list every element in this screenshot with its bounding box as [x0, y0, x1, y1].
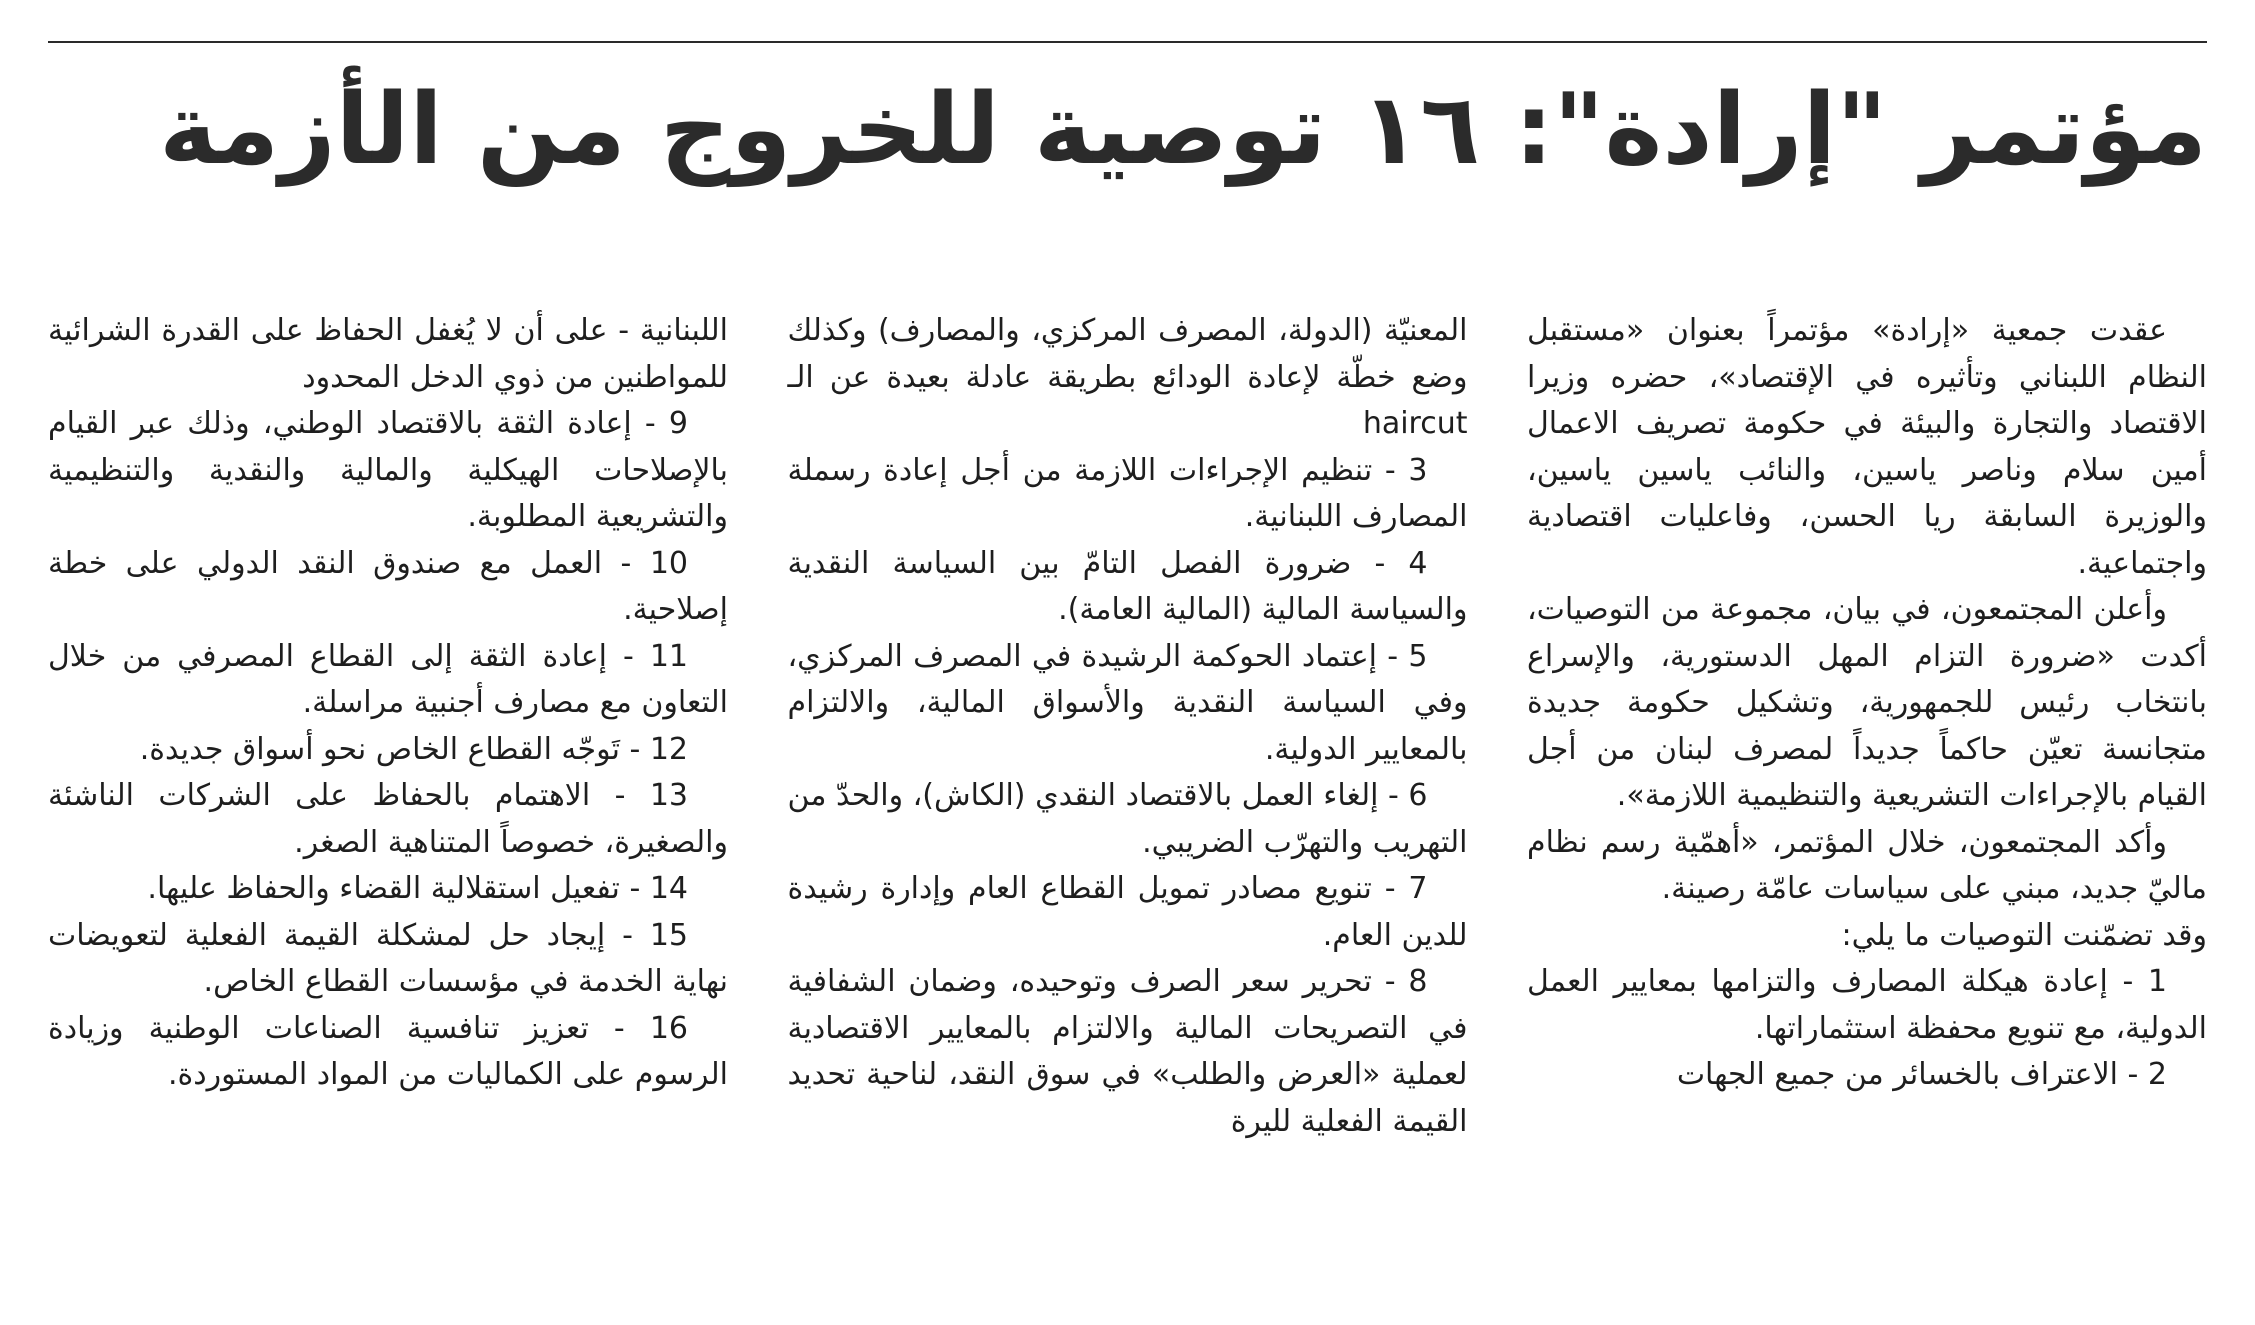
recommendation-item: 7 - تنويع مصادر تمويل القطاع العام وإدارة رشيدة للدين العام. [787, 871, 1468, 953]
recommendation-item: 11 - إعادة الثقة إلى القطاع المصرفي من خلال التعاون مع مصارف أجنبية مراسلة. [48, 638, 728, 720]
recommendation-item: 5 - إعتماد الحوكمة الرشيدة في المصرف المركزي، وفي السياسة النقدية والأسواق المالية، والالتزام بالمعايير الدولية. [787, 638, 1468, 767]
top-rule [48, 41, 2207, 43]
recommendation-item: 14 - تفعيل استقلالية القضاء والحفاظ عليها. [147, 871, 688, 906]
recommendation-item: 9 - إعادة الثقة بالاقتصاد الوطني، وذلك عبر القيام بالإصلاحات الهيكلية والمالية والنقدية والتنظيمية والتشريعية المطلوبة. [48, 406, 728, 534]
recommendation-continuation: المعنيّة (الدولة، المصرف المركزي، والمصارف) وكذلك وضع خطّة لإعادة الودائع بطريقة عادلة بعيدة عن الـ haircut [787, 313, 1468, 441]
recommendation-item: 10 - العمل مع صندوق النقد الدولي على خطة إصلاحية. [48, 545, 728, 627]
article-body [48, 308, 2207, 1248]
recommendation-item: 1 - إعادة هيكلة المصارف والتزامها بمعايير العمل الدولية، مع تنويع محفظة استثماراتها. [1527, 964, 2207, 1046]
recommendation-item: 16 - تعزيز تنافسية الصناعات الوطنية وزيادة الرسوم على الكماليات من المواد المستوردة. [48, 1010, 728, 1092]
article-headline: مؤتمر "إرادة": ١٦ توصية للخروج من الأزمة [159, 73, 2207, 187]
intro-paragraph: وأعلن المجتمعون، في بيان، مجموعة من التوصيات، أكدت «ضرورة التزام المهل الدستورية، والإسراع بانتخاب رئيس للجمهورية، وتشكيل حكومة جديدة متجانسة تعيّن حاكماً جديداً لمصرف لبنان من أجل القيام بالإجراءات التشريعية والتنظيمية اللازمة». [1527, 592, 2207, 813]
column-left [48, 308, 728, 1248]
recommendation-continuation: اللبنانية - على أن لا يُغفل الحفاظ على القدرة الشرائية للمواطنين من ذوي الدخل المحدود [48, 313, 728, 395]
recommendation-item: 15 - إيجاد حل لمشكلة القيمة الفعلية لتعويضات نهاية الخدمة في مؤسسات القطاع الخاص. [48, 917, 728, 999]
recommendation-item: 6 - إلغاء العمل بالاقتصاد النقدي (الكاش)، والحدّ من التهريب والتهرّب الضريبي. [787, 778, 1468, 860]
intro-paragraph: عقدت جمعية «إرادة» مؤتمراً بعنوان «مستقبل النظام اللبناني وتأثيره في الإقتصاد»، حضره وزيرا الاقتصاد والتجارة والبيئة في حكومة تصريف الاعمال أمين سلام وناصر ياسين، والنائب ياسين ياسين، والوزيرة السابقة ريا الحسن، وفاعليات اقتصادية واجتماعية. [1527, 313, 2207, 581]
column-middle [788, 308, 1468, 1248]
recommendation-item: 4 - ضرورة الفصل التامّ بين السياسة النقدية والسياسة المالية (المالية العامة). [787, 545, 1468, 627]
recommendation-item: 12 - تَوجّه القطاع الخاص نحو أسواق جديدة. [139, 731, 688, 767]
recommendation-item: 13 - الاهتمام بالحفاظ على الشركات الناشئة والصغيرة، خصوصاً المتناهية الصغر. [48, 778, 728, 860]
intro-paragraph: وأكد المجتمعون، خلال المؤتمر، «أهمّية رسم نظام ماليّ جديد، مبني على سياسات عامّة رصينة. [1527, 824, 2207, 906]
intro-paragraph: وقد تضمّنت التوصيات ما يلي: [1841, 917, 2207, 953]
recommendation-item: 3 - تنظيم الإجراءات اللازمة من أجل إعادة رسملة المصارف اللبنانية. [787, 452, 1468, 534]
column-right [1527, 308, 2207, 1248]
recommendation-item: 8 - تحرير سعر الصرف وتوحيده، وضمان الشفافية في التصريحات المالية والالتزام بالمعايير الاقتصادية لعملية «العرض والطلب» في سوق النقد، لناحية تحديد القيمة الفعلية لليرة [787, 964, 1468, 1139]
recommendation-item: 2 - الاعتراف بالخسائر من جميع الجهات [1676, 1057, 2167, 1092]
